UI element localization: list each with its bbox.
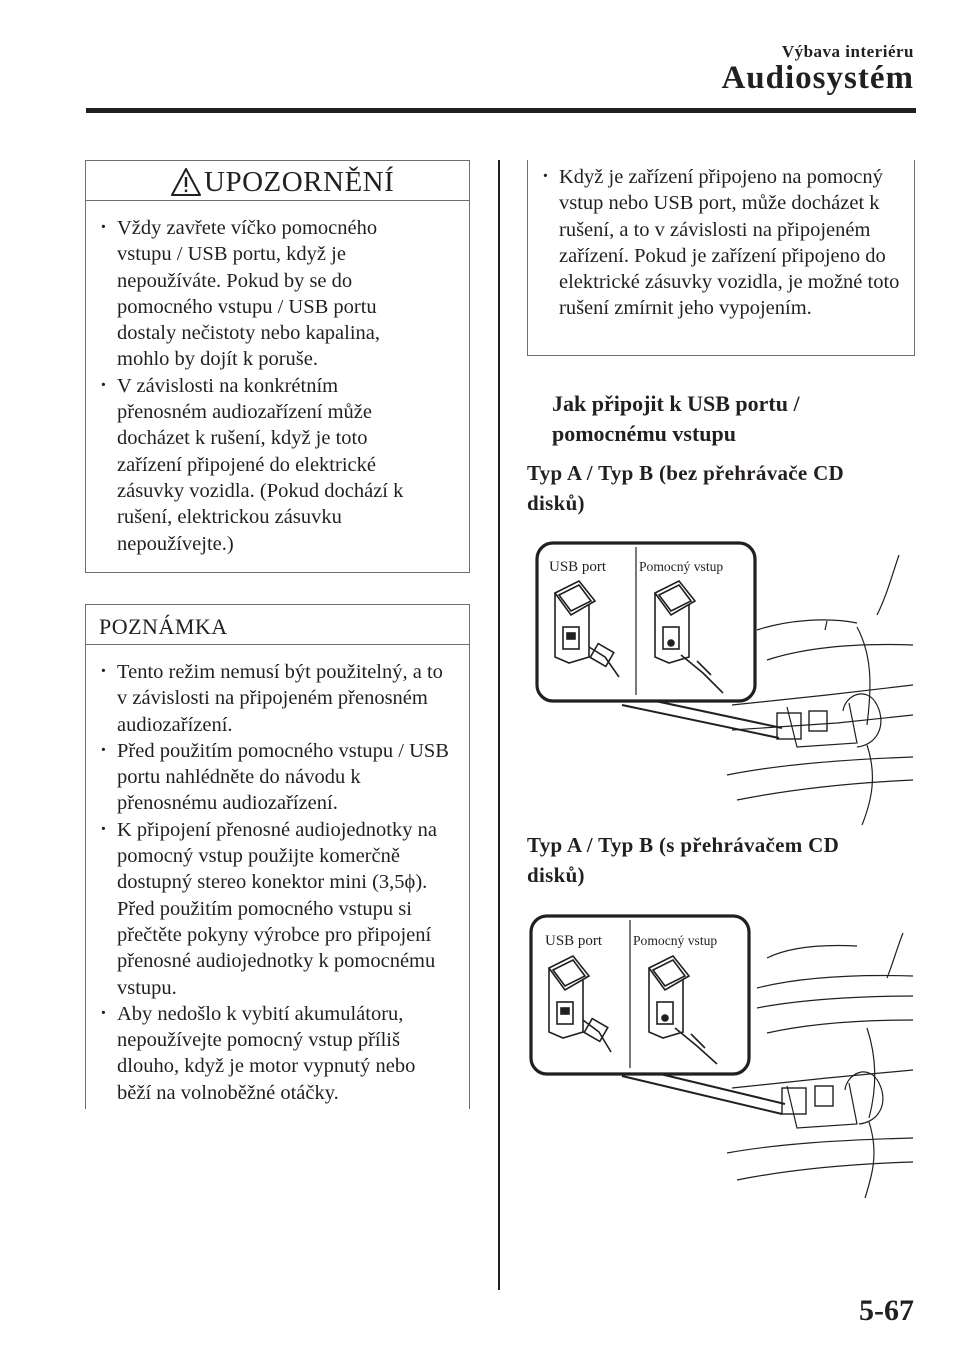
note-title: POZNÁMKA [99, 614, 228, 639]
header-rule [86, 108, 916, 113]
console-illustration-cd [527, 908, 920, 1198]
aux-input-label: Pomocný vstup [639, 559, 724, 574]
console-illustration [527, 535, 920, 825]
note-item: · Před použitím pomocného vstupu / USB portu nahlédněte do návodu k přenosnému audiozařízení. [86, 738, 453, 817]
caution-header [86, 161, 469, 201]
warning-triangle-icon [170, 167, 202, 197]
usb-port-label: USB port [545, 933, 603, 949]
note-item: · K připojení přenosné audiojednotky na pomocný vstup použijte komerčně dostupný stereo konektor mini (3,5ϕ). Před použitím pomocného vstupu si přečtěte pokyny výrobce pro připojení přenosné audiojednotky k pomocnému vstupu. [86, 817, 453, 1001]
page-title: Audiosystém [721, 60, 914, 96]
caution-box [85, 160, 470, 573]
note-item: · Tento režim nemusí být použitelný, a to v závislosti na připojeném přenosném audiozařízení. [86, 659, 453, 738]
caution-item: · Vždy zavřete víčko pomocného vstupu / USB portu, když je nepoužíváte. Pokud by se do pomocného vstupu / USB portu dostaly nečistoty nebo kapalina, mohlo by dojít k poruše. [86, 215, 429, 373]
note-header [86, 605, 469, 645]
note-item: · Když je zařízení připojeno na pomocný vstup nebo USB port, může docházet k rušení, a to v závislosti na připojeném zařízení. Pokud je zařízení připojeno do elektrické zásuvky vozidla, je možné toto rušení zmírnit jeho vypojením. [528, 164, 900, 322]
caution-list [86, 201, 469, 557]
figure-illustration [527, 908, 920, 1198]
page-number: 5-67 [859, 1294, 914, 1327]
note-continuation-list [528, 160, 914, 322]
caution-item: · V závislosti na konkrétním přenosném audiozařízení může docházet k rušení, když je toto zařízení připojené do elektrické zásuvky vozidla. (Pokud dochází k rušení, elektrickou zásuvku nepoužívejte.) [86, 373, 429, 557]
section-subtitle: Výbava interiéru [781, 42, 914, 61]
figure-caption: Typ A / Typ B (s přehrávačem CD disků) [527, 833, 840, 887]
usb-port-label: USB port [549, 559, 607, 575]
figure-caption: Typ A / Typ B (bez přehrávače CD disků) [527, 461, 845, 515]
note-list [86, 645, 469, 1106]
caution-title: UPOZORNĚNÍ [204, 166, 395, 198]
note-box [85, 604, 470, 1109]
aux-input-label: Pomocný vstup [633, 933, 718, 948]
note-item: · Aby nedošlo k vybití akumulátoru, nepoužívejte pomocný vstup příliš dlouho, když je motor vypnutý nebo běží na volnoběžné otáčky. [86, 1001, 453, 1106]
note-continuation-box [527, 160, 915, 356]
column-divider [498, 160, 500, 1290]
figure-illustration [527, 535, 920, 825]
section-heading: Jak připojit k USB portu / pomocnému vstupu [552, 391, 800, 446]
